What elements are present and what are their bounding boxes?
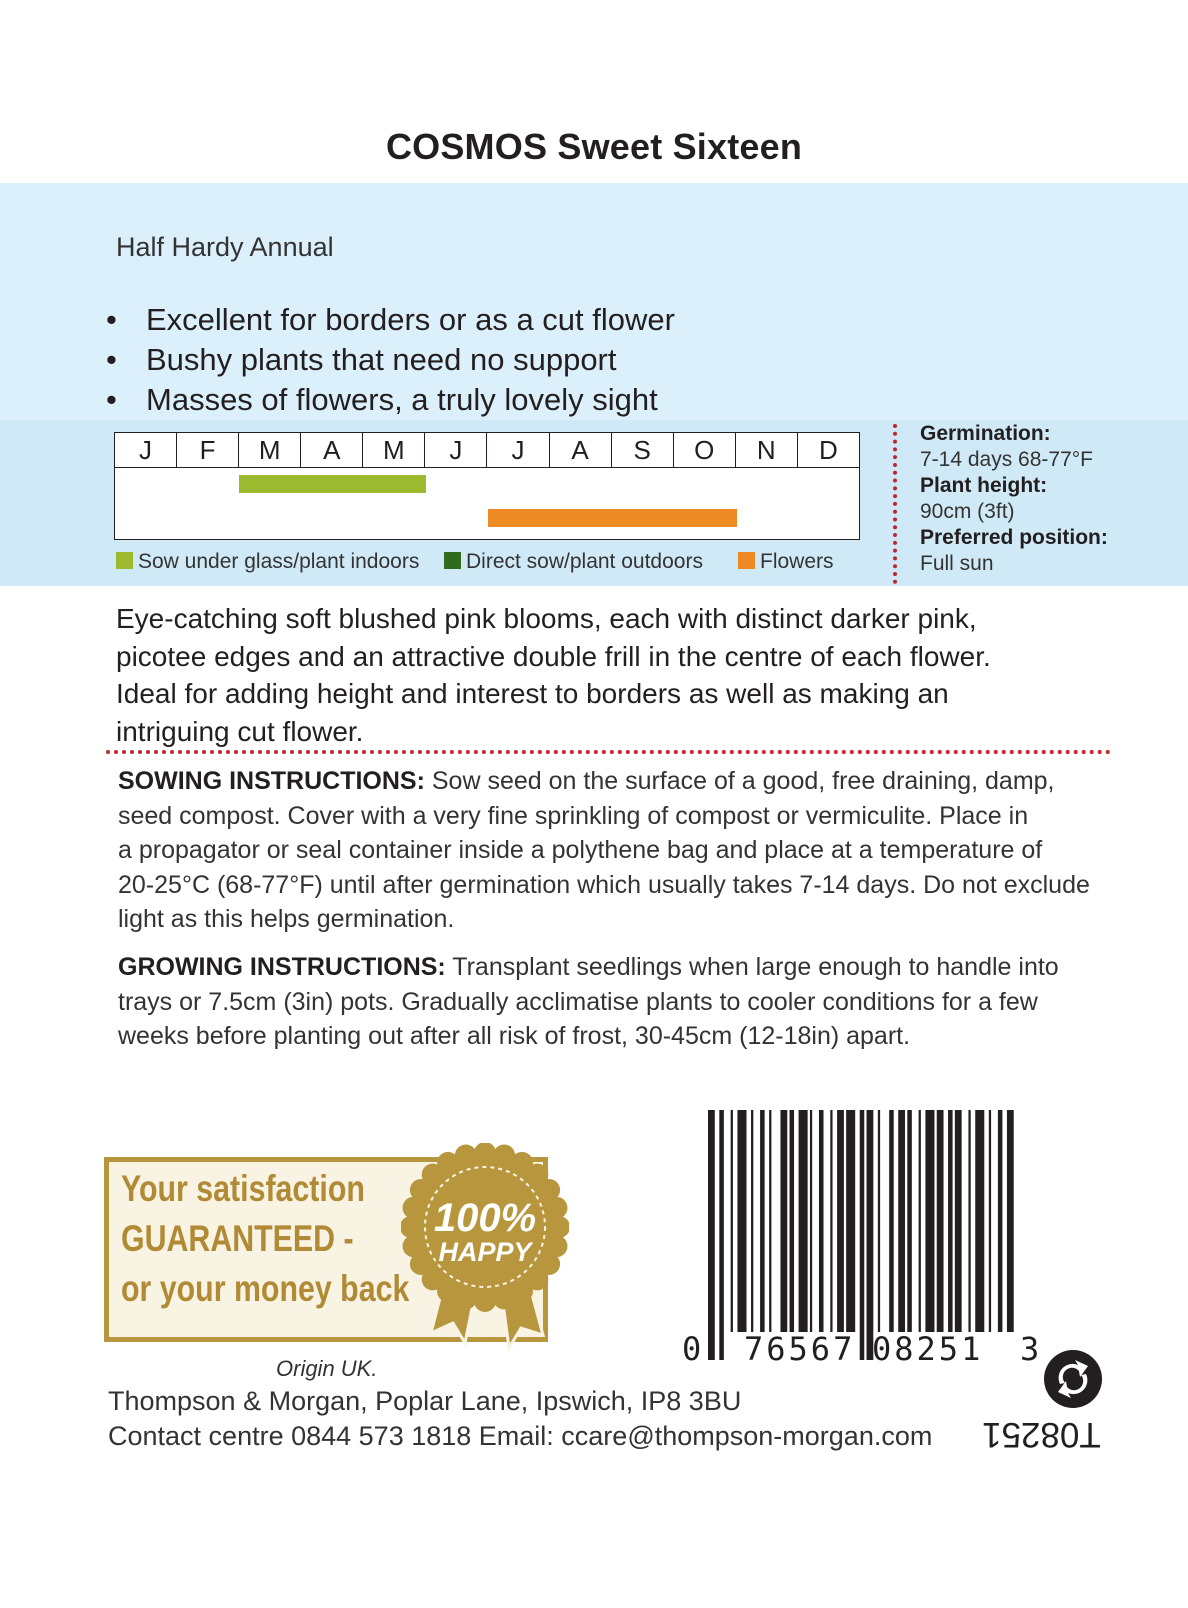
feature-text: Excellent for borders or as a cut flower [146,302,675,337]
barcode-bar [708,1110,715,1360]
description-line: Ideal for adding height and interest to borders as well as making an [116,678,949,709]
feature-text: Bushy plants that need no support [146,342,617,377]
barcode-digits-left: 76567 [744,1330,856,1368]
recycle-icon [1042,1348,1104,1410]
barcode-bar [919,1110,921,1332]
month-cell: O [673,433,735,467]
barcode-digits-right: 08251 [872,1330,984,1368]
description-line: intriguing cut flower. [116,715,364,747]
barcode-bar [1007,1110,1014,1332]
barcode-bar [898,1110,905,1332]
guarantee-line: GUARANTEED - [121,1218,354,1259]
description-line: Eye-catching soft blushed pink blooms, each with distinct darker pink, [116,603,977,634]
month-cell: J [424,433,486,467]
barcode-digit-first: 0 [682,1330,702,1368]
legend-swatch [738,552,755,569]
barcode-bar [719,1110,724,1360]
month-cell: M [238,433,300,467]
barcode-bar [819,1110,824,1332]
calendar-months [115,433,859,468]
barcode-bar [837,1110,844,1332]
bullet-glyph: • [106,302,117,337]
origin: Origin UK. [276,1356,378,1381]
barcode-bar [790,1110,795,1332]
feature-item [106,380,675,420]
barcode-bar [737,1110,746,1332]
sowing-calendar [114,432,860,540]
barcode-icon [708,1110,1016,1360]
legend-item-sow-indoors: Sow under glass/plant indoors [116,550,419,574]
dotted-divider-horizontal [106,750,1111,754]
month-cell: D [797,433,859,467]
legend-swatch [444,552,461,569]
legend-swatch [116,552,133,569]
barcode-bar [948,1110,953,1332]
bullet-glyph: • [106,342,117,377]
barcode-bar [907,1110,912,1332]
barcode-bar [769,1110,771,1332]
month-cell: J [486,433,548,467]
barcode-bar [799,1110,808,1332]
description [116,600,1116,750]
height-label: Plant height: [920,474,1048,497]
position-value: Full sun [920,552,994,575]
company-address: Thompson & Morgan, Poplar Lane, Ipswich, IP8 3BU [108,1386,742,1416]
rosette-seal-icon [401,1143,569,1353]
barcode-bar [731,1110,733,1332]
guarantee-line: or your money back [121,1268,410,1309]
barcode-bar [860,1110,865,1360]
barcode-bar [867,1110,874,1360]
feature-text: Masses of flowers, a truly lovely sight [146,382,658,417]
month-cell: A [549,433,611,467]
barcode-bar [937,1110,944,1332]
flowers-bar [488,509,737,527]
month-cell: M [362,433,424,467]
barcode-bar [760,1110,765,1332]
growing-instructions: GROWING INSTRUCTIONS: Transplant seedlings when large enough to handle into trays or 7.5cm (3in) pots. Gradually acclimatise plants to cooler conditions for a few weeks before planting out after all risk of frost, 30-45cm (12-18in) apart. [118,953,1059,1050]
month-cell: J [139,435,153,465]
plant-type: Half Hardy Annual [116,232,334,262]
height-value: 90cm (3ft) [920,500,1015,523]
barcode-bar [846,1110,855,1332]
barcode-bar [810,1110,812,1332]
seal-text-top: 100% [433,1196,537,1240]
germination-value: 7-14 days 68-77°F [920,448,1093,471]
barcode-bar [889,1110,894,1332]
barcode-digit-last: 3 [1020,1330,1040,1368]
position-label: Preferred position: [920,526,1108,549]
legend-item-direct-sow: Direct sow/plant outdoors [444,550,703,574]
contact-line: Contact centre 0844 573 1818 Email: ccare@thompson-morgan.com [108,1421,933,1451]
month-cell: N [735,433,797,467]
feature-item [106,340,675,380]
growing-heading: GROWING INSTRUCTIONS: [118,953,446,981]
description-line: picotee edges and an attractive double frill in the centre of each flower. [116,640,991,672]
month-cell: S [611,433,673,467]
barcode-bar [751,1110,753,1332]
dotted-divider-vertical [893,424,897,584]
bullet-glyph: • [106,382,117,417]
product-title: COSMOS Sweet Sixteen [385,126,803,167]
sow-indoors-bar [239,475,426,493]
product-code: T08251 [982,1415,1101,1454]
month-cell: F [176,433,238,467]
feature-list [106,300,675,420]
barcode-bar [968,1110,970,1332]
sowing-heading: SOWING INSTRUCTIONS: [118,767,425,795]
month-cell: A [300,433,362,467]
barcode-bar [989,1110,991,1332]
germination-label: Germination: [920,422,1051,445]
sowing-instructions: SOWING INSTRUCTIONS: Sow seed on the surface of a good, free draining, damp, seed compost. Cover with a very fine sprinkling of compost or vermiculite. Place in a propagator or seal container inside a polythene bag and place at a temperature of 20-25°C (68-77°F) until after germination which usually takes 7-14 days. Do not exclude light as this helps germination. [118,767,1090,933]
growing-info [920,421,1180,577]
guarantee-line: Your satisfaction [121,1168,365,1209]
barcode-bar [998,1110,1003,1332]
legend-item-flowers: Flowers [738,550,834,574]
barcode-bar [780,1110,787,1332]
seal-text-bottom: HAPPY [438,1237,532,1267]
barcode-bar [925,1110,934,1332]
barcode-bar [955,1110,962,1332]
barcode-bar [975,1110,984,1332]
barcode-bar [830,1110,832,1332]
feature-item [106,300,675,340]
barcode-bar [878,1110,880,1332]
